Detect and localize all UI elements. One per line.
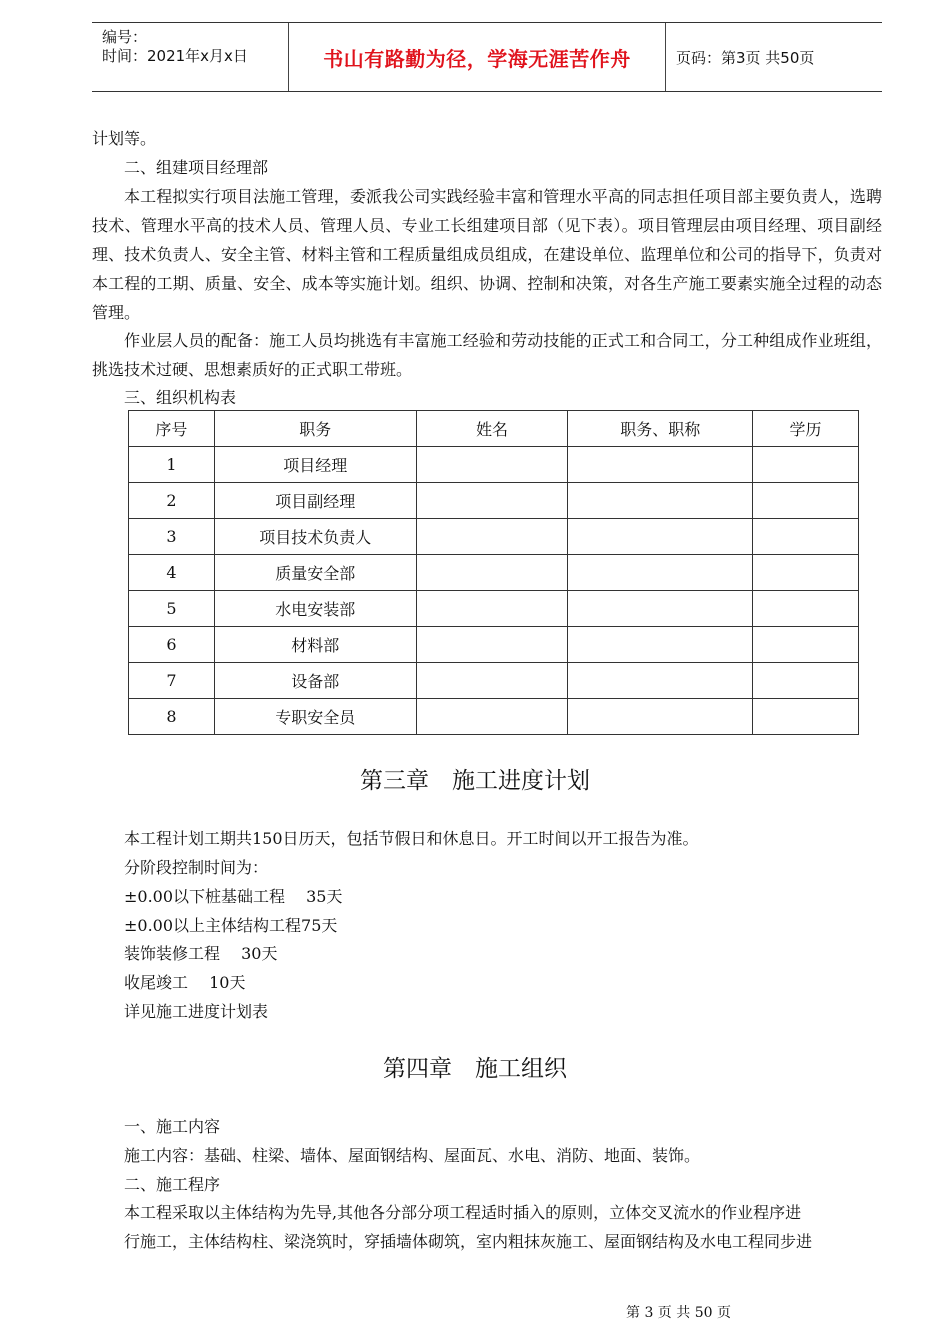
cell-no: 7 bbox=[129, 663, 215, 699]
section-title-project-dept: 二、组建项目经理部 bbox=[124, 158, 269, 177]
cell-name bbox=[416, 447, 568, 483]
page-footer: 第 3 页 共 50 页 bbox=[626, 1305, 731, 1321]
cell-education bbox=[753, 591, 859, 627]
cell-name bbox=[416, 627, 568, 663]
chapter4-procedure-line: 本工程采取以主体结构为先导,其他各分部分项工程适时插入的原则，立体交叉流水的作业程序进 bbox=[124, 1203, 802, 1222]
cell-education bbox=[753, 627, 859, 663]
section-title-org-table: 三、组织机构表 bbox=[124, 388, 237, 407]
table-row bbox=[129, 699, 859, 735]
chapter4-section-procedure-title: 二、施工程序 bbox=[124, 1175, 221, 1194]
stage-line: ±0.00以下桩基础工程 35天 bbox=[124, 887, 343, 906]
code-label: 编号： bbox=[102, 28, 148, 46]
chapter4-section-content-text: 施工内容：基础、柱梁、墙体、屋面钢结构、屋面瓦、水电、消防、地面、装饰。 bbox=[124, 1146, 701, 1165]
header-motto-cell bbox=[289, 23, 666, 91]
cell-position: 项目技术负责人 bbox=[214, 519, 416, 555]
cell-education bbox=[753, 519, 859, 555]
cell-name bbox=[416, 519, 568, 555]
cell-title bbox=[568, 699, 753, 735]
col-header-education: 学历 bbox=[753, 411, 859, 447]
table-header-row bbox=[129, 411, 859, 447]
chapter3-paragraph-duration: 本工程计划工期共150日历天，包括节假日和休息日。开工时间以开工报告为准。 bbox=[124, 829, 699, 848]
cell-name bbox=[416, 699, 568, 735]
cell-no: 6 bbox=[129, 627, 215, 663]
cell-position: 设备部 bbox=[214, 663, 416, 699]
cell-no: 2 bbox=[129, 483, 215, 519]
cell-education bbox=[753, 699, 859, 735]
cell-name bbox=[416, 663, 568, 699]
header-left-cell bbox=[92, 23, 289, 91]
cell-title bbox=[568, 519, 753, 555]
cell-name bbox=[416, 483, 568, 519]
cell-title bbox=[568, 627, 753, 663]
cell-education bbox=[753, 447, 859, 483]
table-row bbox=[129, 591, 859, 627]
cell-position: 水电安装部 bbox=[214, 591, 416, 627]
cell-position: 质量安全部 bbox=[214, 555, 416, 591]
cell-title bbox=[568, 555, 753, 591]
cell-no: 5 bbox=[129, 591, 215, 627]
chapter4-procedure-line: 行施工，主体结构柱、梁浇筑时，穿插墙体砌筑，室内粗抹灰施工、屋面钢结构及水电工程同步进 bbox=[124, 1232, 813, 1251]
col-header-name: 姓名 bbox=[416, 411, 568, 447]
cell-title bbox=[568, 483, 753, 519]
col-header-position: 职务 bbox=[214, 411, 416, 447]
table-row bbox=[129, 519, 859, 555]
time-label: 时间：2021年x月x日 bbox=[102, 47, 248, 65]
cell-title bbox=[568, 663, 753, 699]
cell-title bbox=[568, 591, 753, 627]
table-row bbox=[129, 663, 859, 699]
table-row bbox=[129, 483, 859, 519]
cell-position: 专职安全员 bbox=[214, 699, 416, 735]
table-row bbox=[129, 555, 859, 591]
cell-no: 1 bbox=[129, 447, 215, 483]
chapter4-section-content-title: 一、施工内容 bbox=[124, 1117, 221, 1136]
cell-name bbox=[416, 591, 568, 627]
cell-position: 材料部 bbox=[214, 627, 416, 663]
chapter3-stage-intro: 分阶段控制时间为： bbox=[124, 858, 269, 877]
table-row bbox=[129, 447, 859, 483]
cell-no: 4 bbox=[129, 555, 215, 591]
cell-no: 3 bbox=[129, 519, 215, 555]
col-header-title: 职务、职称 bbox=[568, 411, 753, 447]
cell-position: 项目副经理 bbox=[214, 483, 416, 519]
cell-title bbox=[568, 447, 753, 483]
col-header-no: 序号 bbox=[129, 411, 215, 447]
paragraph-staffing: 作业层人员的配备：施工人员均挑选有丰富施工经验和劳动技能的正式工和合同工，分工种组成作业班组，挑选技术过硬、思想素质好的正式职工带班。 bbox=[92, 331, 882, 379]
cell-education bbox=[753, 483, 859, 519]
header-page-cell bbox=[666, 23, 882, 91]
cell-education bbox=[753, 663, 859, 699]
cell-no: 8 bbox=[129, 699, 215, 735]
paragraph-project-dept: 本工程拟实行项目法施工管理，委派我公司实践经验丰富和管理水平高的同志担任项目部主要负责人，选聘技术、管理水平高的技术人员、管理人员、专业工长组建项目部（见下表）。项目管理层由项目经理、项目副经理、技术负责人、安全主管、材料主管和工程质量组成员组成，在建设单位、监理单位和公司的指导下，负责对本工程的工期、质量、安全、成本等实施计划。组织、协调、控制和决策，对各生产施工要素实施全过程的动态管理。 bbox=[92, 187, 882, 322]
stage-line: ±0.00以上主体结构工程75天 bbox=[124, 916, 338, 935]
cell-position: 项目经理 bbox=[214, 447, 416, 483]
page-label: 页码：第3页 共50页 bbox=[676, 48, 815, 67]
chapter4-title: 第四章 施工组织 bbox=[383, 1056, 567, 1082]
cell-name bbox=[416, 555, 568, 591]
chapter3-see-schedule: 详见施工进度计划表 bbox=[124, 1002, 269, 1021]
chapter3-title: 第三章 施工进度计划 bbox=[360, 768, 590, 794]
stage-line: 收尾竣工 10天 bbox=[124, 973, 246, 992]
stage-line: 装饰装修工程 30天 bbox=[124, 944, 278, 963]
motto-text: 书山有路勤为径，学海无涯苦作舟 bbox=[323, 46, 631, 71]
continued-line: 计划等。 bbox=[92, 129, 157, 148]
org-table bbox=[128, 410, 859, 735]
page-header bbox=[92, 22, 882, 92]
table-row bbox=[129, 627, 859, 663]
cell-education bbox=[753, 555, 859, 591]
